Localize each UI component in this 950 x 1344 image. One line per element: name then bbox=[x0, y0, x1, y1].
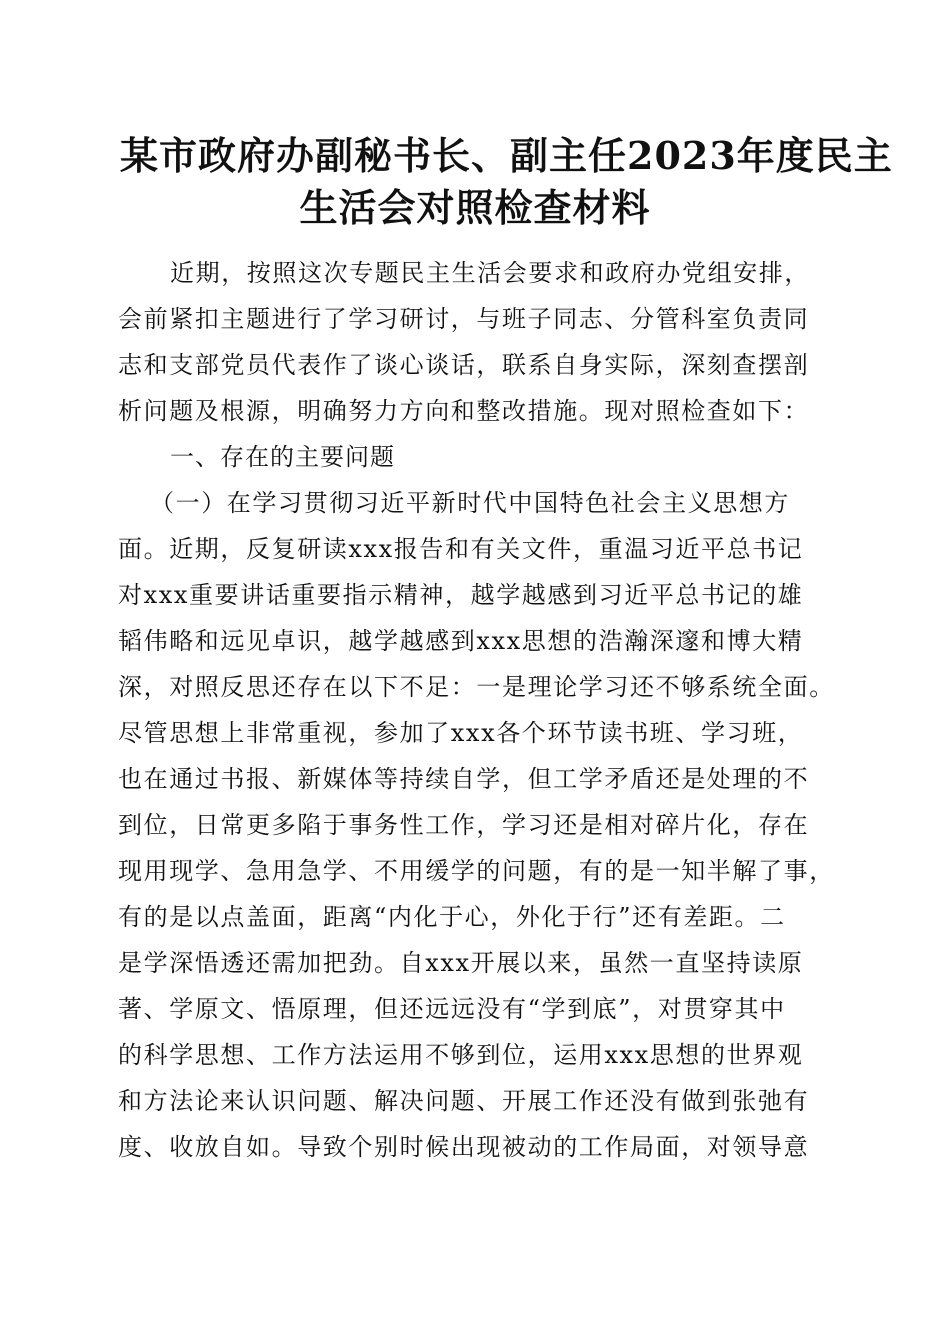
paragraph-line: 对xxx重要讲话重要指示精神，越学越感到习近平总书记的雄 bbox=[118, 581, 804, 609]
paragraph-line: 和方法论来认识问题、解决问题、开展工作还没有做到张弛有 bbox=[118, 1087, 810, 1115]
intro-line: 析问题及根源，明确努力方向和整改措施。现对照检查如下： bbox=[118, 397, 810, 425]
paragraph-line: 现用现学、急用急学、不用缓学的问题，有的是一知半解了事， bbox=[118, 857, 835, 885]
paragraph-line: 的科学思想、工作方法运用不够到位，运用xxx思想的世界观 bbox=[118, 1041, 804, 1069]
document-title bbox=[120, 130, 893, 234]
paragraph-line: 度、收放自如。导致个别时候出现被动的工作局面，对领导意 bbox=[118, 1133, 810, 1161]
paragraph-line: 是学深悟透还需加把劲。自xxx开展以来，虽然一直坚持读原 bbox=[118, 949, 804, 977]
paragraph-line: 著、学原文、悟原理，但还远远没有“学到底”，对贯穿其中 bbox=[118, 995, 786, 1023]
paragraph-line: 也在通过书报、新媒体等持续自学，但工学矛盾还是处理的不 bbox=[118, 765, 810, 793]
paragraph-line: 面。近期，反复研读xxx报告和有关文件，重温习近平总书记 bbox=[118, 535, 804, 563]
paragraph-line: 韬伟略和远见卓识，越学越感到xxx思想的浩瀚深邃和博大精 bbox=[118, 627, 804, 655]
paragraph-line: 到位，日常更多陷于事务性工作，学习还是相对碎片化，存在 bbox=[118, 811, 810, 839]
intro-line: 志和支部党员代表作了谈心谈话，联系自身实际，深刻查摆剖 bbox=[118, 351, 810, 379]
intro-line: 会前紧扣主题进行了学习研讨，与班子同志、分管科室负责同 bbox=[118, 305, 810, 333]
title-line-1: 某市政府办副秘书长、副主任2023年度民主 bbox=[120, 133, 893, 178]
document-body bbox=[118, 250, 840, 1170]
paragraph-line: 尽管思想上非常重视，参加了xxx各个环节读书班、学习班， bbox=[118, 719, 804, 747]
title-line-2: 生活会对照检查材料 bbox=[299, 185, 651, 230]
section-heading: 一、存在的主要问题 bbox=[170, 443, 395, 471]
paragraph-line: 深，对照反思还存在以下不足：一是理论学习还不够系统全面。 bbox=[118, 673, 835, 701]
paragraph-line: 有的是以点盖面，距离“内化于心，外化于行”还有差距。二 bbox=[118, 903, 786, 931]
paragraph-line: （一）在学习贯彻习近平新时代中国特色社会主义思想方 bbox=[150, 489, 790, 517]
intro-line: 近期，按照这次专题民主生活会要求和政府办党组安排， bbox=[170, 259, 810, 287]
